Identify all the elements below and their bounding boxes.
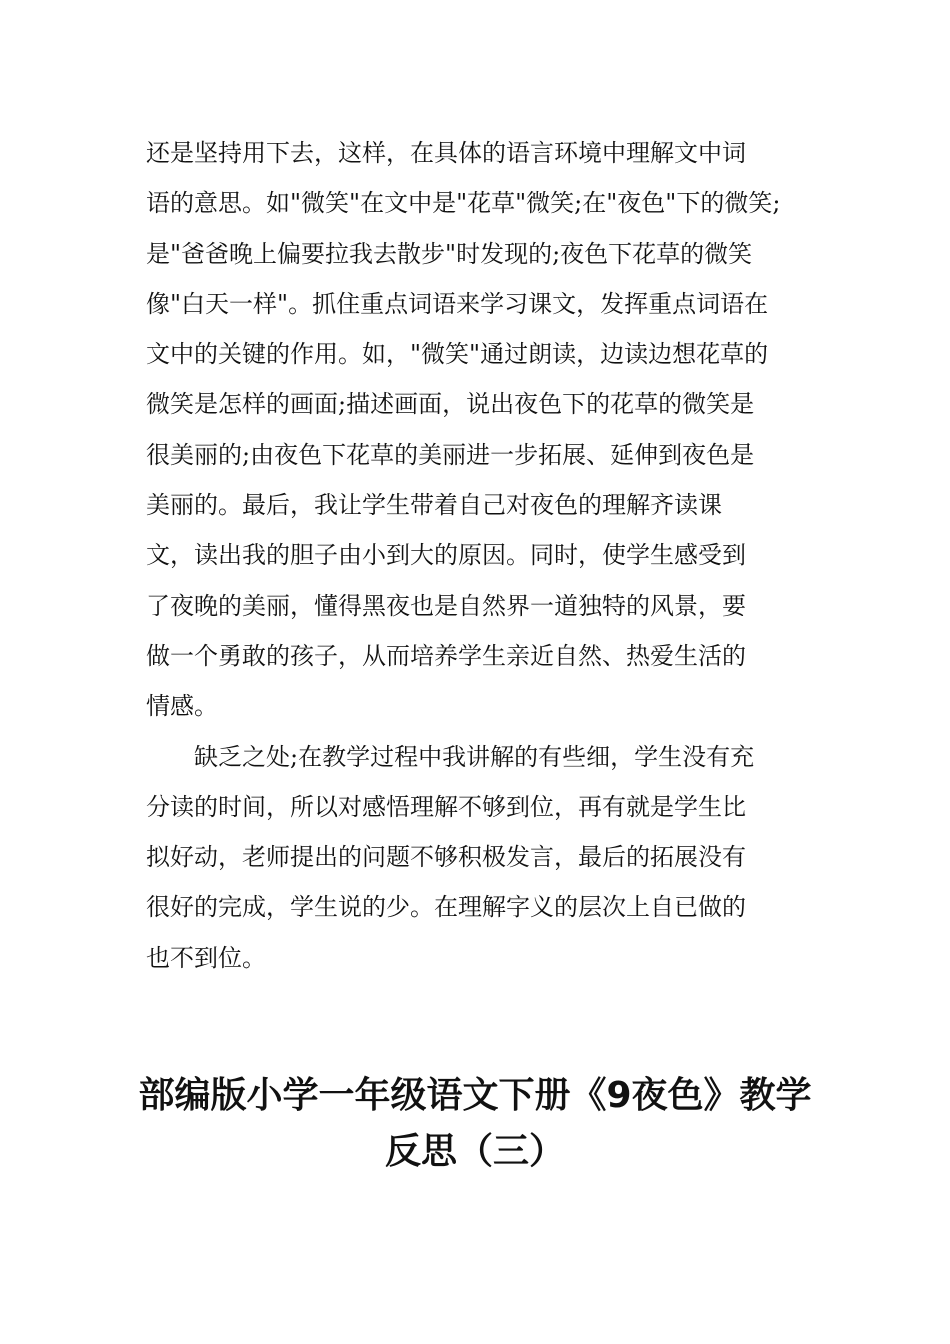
- text-line: 了夜晚的美丽，懂得黑夜也是自然界一道独特的风景，要: [146, 591, 746, 620]
- text-line: 情感。: [146, 692, 218, 721]
- text-line: 也不到位。: [146, 943, 266, 972]
- section-title-line-2: 反思（三）: [384, 1131, 565, 1172]
- text-line: 做一个勇敢的孩子，从而培养学生亲近自然、热爱生活的: [146, 641, 746, 670]
- text-line: 分读的时间，所以对感悟理解不够到位，再有就是学生比: [146, 792, 746, 821]
- text-line: 文，读出我的胆子由小到大的原因。同时，使学生感受到: [146, 541, 746, 570]
- text-line: 还是坚持用下去，这样，在具体的语言环境中理解文中词: [146, 139, 746, 167]
- text-line: 拟好动，老师提出的问题不够积极发言，最后的拓展没有: [146, 843, 746, 872]
- text-line: 语的意思。如"微笑"在文中是"花草"微笑;在"夜色"下的微笑;: [146, 189, 781, 218]
- section-title: [100, 1068, 850, 1180]
- text-line: 是"爸爸晚上偏要拉我去散步"时发现的;夜色下花草的微笑: [146, 239, 753, 268]
- text-line: 像"白天一样"。抓住重点词语来学习课文，发挥重点词语在: [146, 289, 769, 318]
- section-title-line-1: 部编版小学一年级语文下册《9夜色》教学: [138, 1075, 812, 1116]
- text-line: 文中的关键的作用。如，"微笑"通过朗读，边读边想花草的: [146, 340, 769, 369]
- paragraph-2: [146, 732, 816, 983]
- text-line: 缺乏之处;在教学过程中我讲解的有些细，学生没有充: [194, 742, 755, 771]
- paragraph-1: [146, 128, 816, 732]
- text-line: 美丽的。最后，我让学生带着自己对夜色的理解齐读课: [146, 491, 722, 520]
- document-body: [146, 128, 816, 983]
- text-line: 微笑是怎样的画面;描述画面，说出夜色下的花草的微笑是: [146, 390, 755, 419]
- text-line: 很美丽的;由夜色下花草的美丽进一步拓展、延伸到夜色是: [146, 440, 755, 469]
- text-line: 很好的完成，学生说的少。在理解字义的层次上自已做的: [146, 893, 746, 922]
